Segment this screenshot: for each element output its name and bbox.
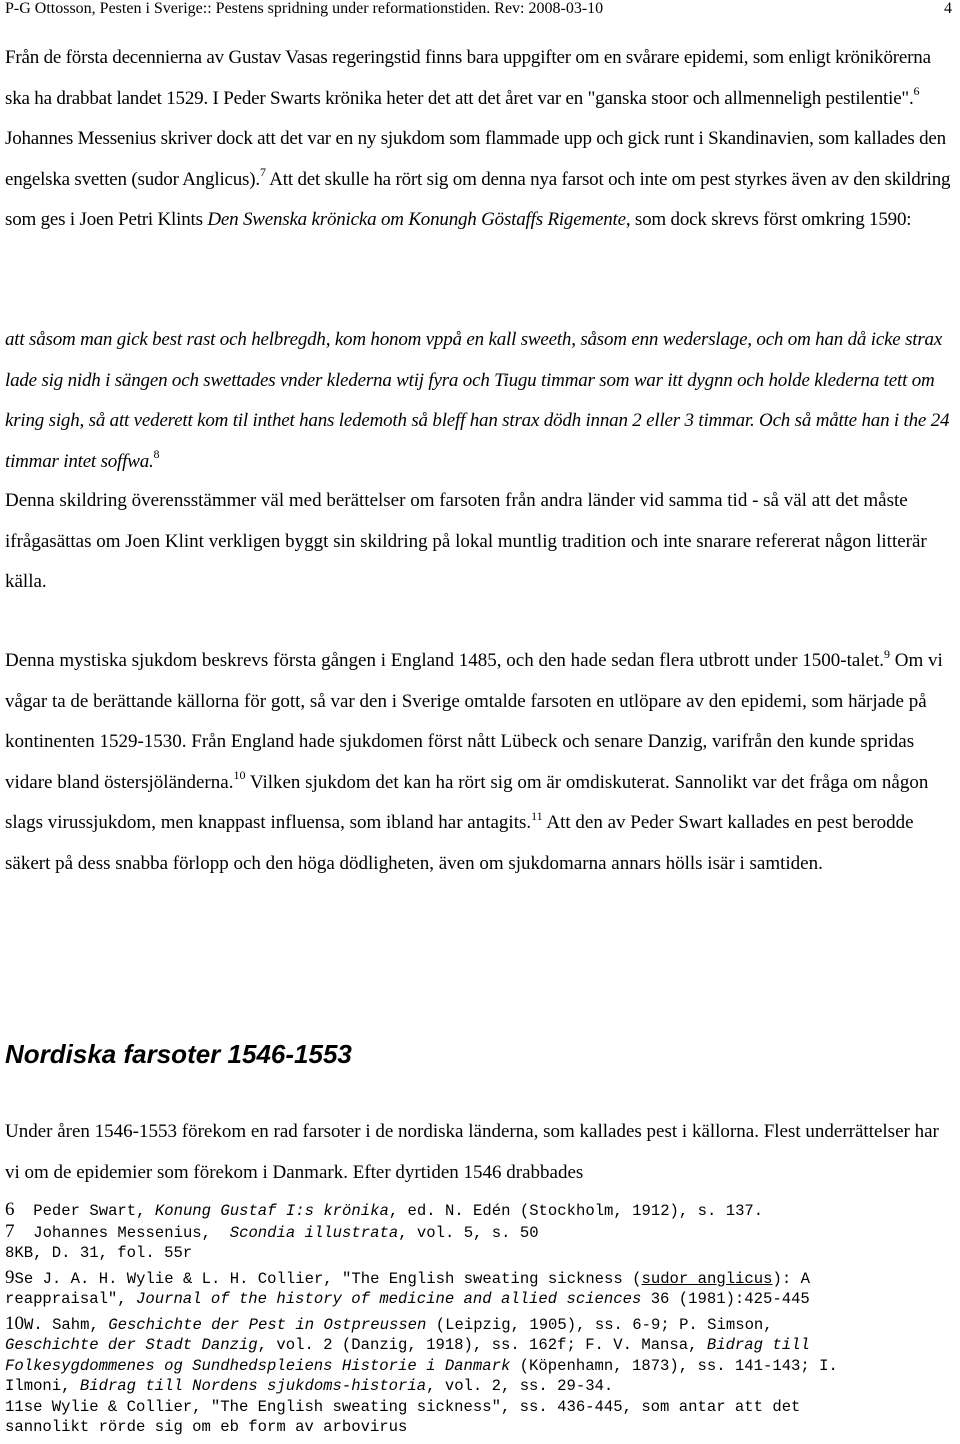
footnote-6 bbox=[5, 1200, 955, 1222]
paragraph-text: Att den av Peder Swart kallades en pest berodde säkert på dess snabba förlopp och den höga dödligheten, även om sjukdomarna annars hölls isär i samtiden. bbox=[5, 812, 914, 874]
footnote-title: Geschichte der Stadt Danzig bbox=[5, 1336, 258, 1354]
paragraph-3 bbox=[5, 641, 955, 884]
footnote-title: Geschichte der Pest in Ostpreussen bbox=[108, 1315, 427, 1334]
footnotes bbox=[5, 1200, 955, 1438]
page-number: 4 bbox=[944, 0, 952, 17]
footnote-title: Konung Gustaf I:s krönika bbox=[154, 1202, 389, 1220]
quote-text: att såsom man gick best rast och helbregdh, kom honom vppå en kall sweeth, såsom enn wederslage, och om han då icke strax lade sig nidh i sängen och swettades vnder klederna wtij fyra och Tiugu timmar som war itt dygnn och holde klederna tett om kring sigh, så att vederett kom til inthet hans ledemoth så bleff han strax dödh innan 2 eller 3 timmar. Och så måtte han i the 24 timmar intet soffwa. bbox=[5, 329, 950, 472]
footnote-11-cont: sannolikt rörde sig om eb form av arbovirus bbox=[5, 1418, 408, 1436]
footnote-title: Folkesygdommenes og Sundhedspleiens Historie i Danmark bbox=[5, 1356, 511, 1375]
footnote-text: reappraisal", bbox=[5, 1290, 137, 1308]
paragraph-2: Denna skildring överensstämmer väl med berättelser om farsoten från andra länder vid samma tid - så väl att det måste ifrågasättas om Joen Klint verkligen byggt sin skildring på lokal muntlig tradition och inte snarare refererat någon litterär källa. bbox=[5, 490, 927, 592]
paragraph-text: Om vi vågar ta de berättande källorna för gott, så var den i Sverige omtalde farsoten en utlöpare av den epidemi, som härjade på kontinenten 1529-1530. Från England hade sjukdomen först nått Lübeck och senare Danzig, varifrån den kunde spridas vidare bland östersjöländerna. bbox=[5, 650, 943, 793]
footnote-ref-8[interactable]: 8 bbox=[153, 447, 160, 462]
paragraph-text: Vilken sjukdom det kan ha rört sig om är omdiskuterat. Sannolikt var det fråga om någon slags virussjukdom, men knappast influensa, som ibland har antagits. bbox=[5, 771, 929, 833]
page-header bbox=[5, 0, 952, 22]
section-paragraph: Under åren 1546-1553 förekom en rad farsoter i de nordiska länderna, som kallades pest i källorna. Flest underrättelser har vi om de epidemier som förekom i Danmark. Efter dyrtiden 1546 drabbades bbox=[5, 1121, 939, 1183]
footnote-title: Bidrag till Nordens sjukdoms-historia bbox=[79, 1377, 427, 1395]
footnote-number: 6 bbox=[5, 1199, 15, 1220]
footnote-title: Scondia illustrata bbox=[229, 1223, 399, 1242]
footnote-text: 36 (1981):425-445 bbox=[641, 1290, 810, 1308]
footnote-number: 9 bbox=[5, 1266, 15, 1288]
footnote-text: (Leipzig, 1905), ss. 6-9; P. Simson, bbox=[426, 1315, 773, 1334]
footnote-title: Bidrag till bbox=[706, 1336, 810, 1354]
paragraph-text: Denna mystiska sjukdom beskrevs första gången i England 1485, och den hade sedan flera utbrott under 1500-talet. bbox=[5, 650, 885, 671]
paragraph-text: Att det skulle ha rört sig om denna nya farsot och inte om pest styrkes även av den skildring som ges i Joen Petri Klints bbox=[5, 168, 951, 230]
footnote-10-cont bbox=[5, 1376, 955, 1397]
footnote-ref-6[interactable]: 6 bbox=[913, 84, 920, 99]
footnote-10-cont bbox=[5, 1335, 955, 1356]
quotation bbox=[5, 320, 955, 482]
footnote-ref-11[interactable]: 11 bbox=[531, 808, 543, 823]
footnote-11: 11se Wylie & Collier, "The English sweating sickness", ss. 436-445, som antar att det bbox=[5, 1397, 801, 1416]
footnote-text: , ed. N. Edén (Stockholm, 1912), s. 137. bbox=[388, 1202, 764, 1220]
footnote-ref-7[interactable]: 7 bbox=[259, 165, 266, 180]
paragraph-1 bbox=[5, 38, 955, 241]
footnote-text: Ilmoni, bbox=[5, 1377, 80, 1395]
footnote-text: (Köpenhamn, 1873), ss. 141-143; I. bbox=[510, 1356, 838, 1375]
paragraph-text: Johannes Messenius skriver dock att det var en ny sjukdom som flammade upp och gick runt i Skandinavien, som kallades den engelska svetten (sudor Anglicus). bbox=[5, 128, 946, 190]
footnote-number: 10 bbox=[5, 1312, 24, 1334]
footnote-8: 8KB, D. 31, fol. 55r bbox=[5, 1244, 193, 1262]
footnote-7 bbox=[5, 1222, 955, 1244]
underlined-term: sudor anglicus bbox=[641, 1269, 773, 1288]
footnote-text: , vol. 2, ss. 29-34. bbox=[426, 1377, 614, 1395]
book-title: Den Swenska krönicka om Konungh Göstaffs Rigemente bbox=[207, 209, 626, 230]
section-heading: Nordiska farsoter 1546-1553 bbox=[5, 1039, 352, 1069]
footnote-text: , vol. 2 (Danzig, 1918), ss. 162f; F. V. Mansa, bbox=[257, 1336, 707, 1354]
footnote-text: ): A bbox=[772, 1269, 810, 1288]
footnote-10-cont bbox=[5, 1356, 955, 1377]
footnote-text: W. Sahm, bbox=[24, 1315, 109, 1334]
paragraph-text: , som dock skrevs först omkring 1590: bbox=[625, 209, 912, 230]
footnote-title: Journal of the history of medicine and allied sciences bbox=[136, 1290, 642, 1308]
footnote-ref-10[interactable]: 10 bbox=[233, 768, 246, 783]
footnote-ref-9[interactable]: 9 bbox=[884, 646, 891, 661]
footnote-text: Peder Swart, bbox=[14, 1202, 155, 1220]
document-title: P-G Ottosson, Pesten i Sverige:: Pestens spridning under reformationstiden. Rev: 2008-03-10 bbox=[5, 0, 604, 17]
footnote-number: 7 bbox=[5, 1220, 15, 1242]
footnote-text: , vol. 5, s. 50 bbox=[398, 1223, 539, 1242]
footnote-9 bbox=[5, 1268, 955, 1290]
footnote-text: Se J. A. H. Wylie & L. H. Collier, "The English sweating sickness ( bbox=[14, 1269, 642, 1288]
footnote-10 bbox=[5, 1314, 955, 1336]
footnote-9-cont bbox=[5, 1289, 955, 1310]
paragraph-text: Från de första decennierna av Gustav Vasas regeringstid finns bara uppgifter om en svårare epidemi, som enligt krönikörerna ska ha drabbat landet 1529. I Peder Swarts krönika heter det att det året var en "ganska stoor och allmenneligh pestilentie". bbox=[5, 47, 931, 109]
footnote-text: Johannes Messenius, bbox=[14, 1223, 230, 1242]
